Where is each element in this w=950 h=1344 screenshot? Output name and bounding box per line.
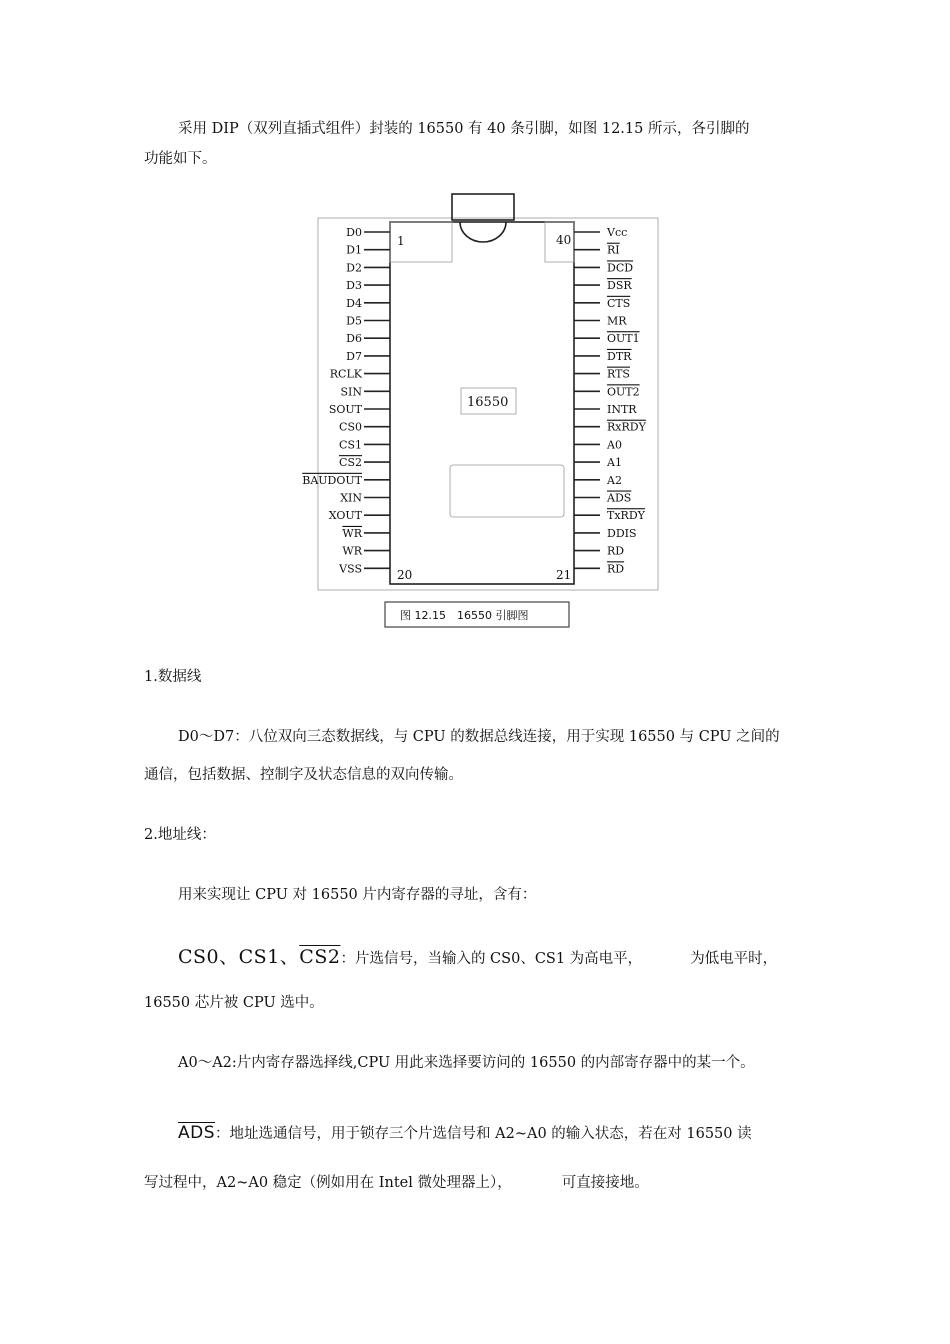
left-pin-label-13: CS1 bbox=[339, 438, 362, 452]
left-pin-label-14: CS2 bbox=[339, 456, 362, 470]
right-pin-label-4: DSR bbox=[607, 279, 632, 293]
notch-box bbox=[452, 194, 514, 220]
right-pin-label-16: ADS bbox=[607, 491, 632, 505]
right-pin-label-15: A2 bbox=[607, 473, 622, 487]
left-pin-group bbox=[302, 226, 390, 575]
ads-line-2 bbox=[144, 1168, 808, 1199]
cs-desc-b: 为低电平时， bbox=[690, 951, 778, 967]
right-pin-label-19: RD bbox=[607, 544, 625, 558]
left-pin-label-17: XOUT bbox=[328, 509, 362, 523]
pin20-number: 20 bbox=[397, 568, 413, 582]
right-pin-label-8: DTR bbox=[607, 349, 632, 363]
ads-line-2-b: 可直接接地。 bbox=[561, 1175, 649, 1191]
right-pin-label-14: A1 bbox=[607, 456, 622, 470]
right-pin-label-1: Vcc bbox=[607, 226, 628, 239]
ads-line bbox=[144, 1118, 808, 1150]
cs2-term: CS2 bbox=[299, 946, 341, 968]
left-pin-label-6: D5 bbox=[346, 314, 362, 328]
inner-box bbox=[450, 465, 564, 517]
intro-line-2: 功能如下。 bbox=[144, 151, 217, 167]
pin-diagram-figure bbox=[0, 0, 950, 640]
ads-line-2-a: 写过程中，A2~A0 稳定（例如用在 Intel 微处理器上）， bbox=[144, 1175, 512, 1191]
cs-line bbox=[144, 942, 808, 975]
section1-para-line-2: 通信，包括数据、控制字及状态信息的双向传输。 bbox=[144, 767, 463, 783]
left-pin-label-8: D7 bbox=[346, 349, 362, 363]
right-pin-label-12: RxRDY bbox=[607, 420, 646, 434]
left-pin-label-11: SOUT bbox=[328, 403, 362, 416]
left-pin-label-4: D3 bbox=[346, 279, 362, 293]
chip-name: 16550 bbox=[467, 395, 509, 410]
right-pin-label-5: CTS bbox=[607, 296, 631, 310]
right-pin-label-2: RI bbox=[607, 243, 620, 257]
left-pin-label-7: D6 bbox=[346, 332, 362, 346]
left-pin-label-16: XIN bbox=[340, 491, 362, 505]
right-pin-label-18: DDIS bbox=[607, 526, 637, 540]
right-pin-label-17: TxRDY bbox=[607, 509, 645, 523]
right-pin-label-6: MR bbox=[607, 314, 627, 328]
ads-term: $\overline{ADS}$ bbox=[178, 1123, 216, 1143]
right-pin-label-3: DCD bbox=[607, 261, 634, 275]
cs-line-2: 16550 芯片被 CPU 选中。 bbox=[144, 995, 324, 1011]
right-pin-group bbox=[574, 226, 647, 575]
section1-para-line-1: D0～D7：八位双向三态数据线，与 CPU 的数据总线连接，用于实现 16550 与 CPU 之间的 bbox=[178, 729, 780, 745]
left-pin-label-1: D0 bbox=[346, 226, 362, 239]
left-pin-label-9: RCLK bbox=[329, 367, 362, 381]
section1-heading: 1.数据线 bbox=[144, 669, 202, 685]
pin40-number: 40 bbox=[556, 233, 572, 247]
right-pin-label-10: OUT2 bbox=[607, 385, 640, 399]
left-pin-label-12: CS0 bbox=[339, 420, 362, 434]
left-pin-label-15: BAUDOUT bbox=[302, 473, 362, 487]
cs-terms: CS0、CS1、 bbox=[178, 946, 300, 968]
pin1-number: 1 bbox=[397, 234, 405, 248]
left-pin-label-18: WR bbox=[342, 526, 362, 540]
chip-notch bbox=[460, 222, 506, 242]
right-pin-label-9: RTS bbox=[607, 367, 630, 381]
section2-intro: 用来实现让 CPU 对 16550 片内寄存器的寻址，含有： bbox=[178, 887, 537, 903]
figure-caption: 图 12.15 16550 引脚图 bbox=[400, 609, 529, 622]
a-line: A0～A2:片内寄存器选择线,CPU 用此来选择要访问的 16550 的内部寄存器中的某一个。 bbox=[178, 1055, 755, 1071]
right-pin-label-13: A0 bbox=[607, 438, 622, 452]
left-pin-label-20: VSS bbox=[339, 562, 362, 576]
right-pin-label-7: OUT1 bbox=[607, 332, 640, 346]
left-pin-label-5: D4 bbox=[346, 296, 362, 310]
right-pin-label-11: INTR bbox=[607, 403, 637, 416]
left-pin-label-10: SIN bbox=[340, 385, 362, 399]
right-pin-label-20: RD bbox=[607, 562, 625, 576]
left-pin-label-19: WR bbox=[342, 544, 362, 558]
left-pin-label-2: D1 bbox=[346, 243, 362, 257]
ads-desc: ：地址选通信号，用于锁存三个片选信号和 A2~A0 的输入状态，若在对 16550 读 bbox=[215, 1126, 752, 1142]
pin21-number: 21 bbox=[556, 568, 572, 582]
cs-desc-a: ：片选信号，当输入的 CS0、CS1 为高电平， bbox=[340, 951, 643, 967]
left-pin-label-3: D2 bbox=[346, 261, 362, 275]
section2-heading: 2.地址线： bbox=[144, 827, 216, 843]
intro-line-1: 采用 DIP（双列直插式组件）封装的 16550 有 40 条引脚，如图 12.15 所示，各引脚的 bbox=[178, 121, 750, 137]
